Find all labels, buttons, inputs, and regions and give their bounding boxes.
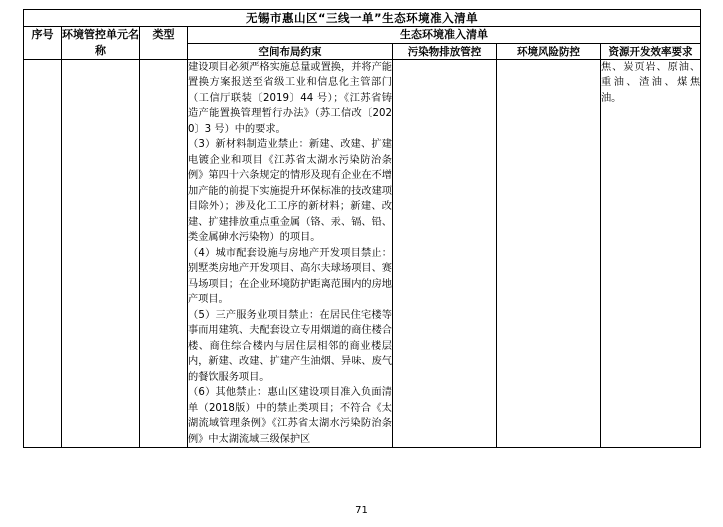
column-header-resource: 资源开发效率要求 <box>601 43 701 59</box>
access-list-table <box>23 9 701 448</box>
column-header-type: 类型 <box>140 27 188 60</box>
cell-risk <box>497 59 601 448</box>
column-header-pollution: 污染物排放管控 <box>393 43 497 59</box>
column-header-access-group: 生态环境准入清单 <box>188 27 701 44</box>
page-number: 71 <box>355 505 368 516</box>
column-header-risk: 环境风险防控 <box>497 43 601 59</box>
column-header-seq: 序号 <box>24 27 62 60</box>
cell-unit-name <box>62 59 140 448</box>
column-header-unit-name: 环境管控单元名称 <box>62 27 140 60</box>
cell-resource: 焦、炭页岩、原油、重油、渣油、煤焦油。 <box>601 59 701 448</box>
table-header-row-1 <box>24 27 701 44</box>
cell-pollution <box>393 59 497 448</box>
cell-seq <box>24 59 62 448</box>
cell-space-layout: 建设项目必须严格实施总量或置换，并将产能置换方案报送至省级工业和信息化主管部门（工信厅联装〔2019〕44 号）；《江苏省铸造产能置换管理暂行办法》（苏工信改〔2020〕3 号）中的要求。 （3）新材料制造业禁止：新建、改建、扩建电镀企业和项目《江苏省太湖水污染防治条例》第四十六条规定的情形及现有企业在不增加产能的前提下实施提升环保标准的技改建项目除外）；涉及化工工序的新材料；新建、改建、扩建排放重点重金属（铬、汞、镉、铅、类金属砷水污染物）的项目。 （4）城市配套设施与房地产开发项目禁止：别墅类房地产开发项目、高尔夫球场项目、赛马场项目；在企业环境防护距离范围内的房地产项目。 （5）三产服务业项目禁止：在居民住宅楼等事而用建筑、夫配套设立专用烟道的商住楼合楼、商住综合楼内与居住层相邻的商业楼层内，新建、改建、扩建产生油烟、异味、废气的餐饮服务项目。 （6）其他禁止：惠山区建设项目准入负面清单（2018版）中的禁止类项目；不符合《太湖流域管理条例》《江苏省太湖水污染防治条例》中太湖流域三级保护区 <box>188 59 393 448</box>
table-title-row <box>24 10 701 27</box>
document-title: 无锡市惠山区“三线一单”生态环境准入清单 <box>24 10 701 27</box>
cell-type <box>140 59 188 448</box>
column-header-space-layout: 空间布局约束 <box>188 43 393 59</box>
table-row <box>24 59 701 448</box>
